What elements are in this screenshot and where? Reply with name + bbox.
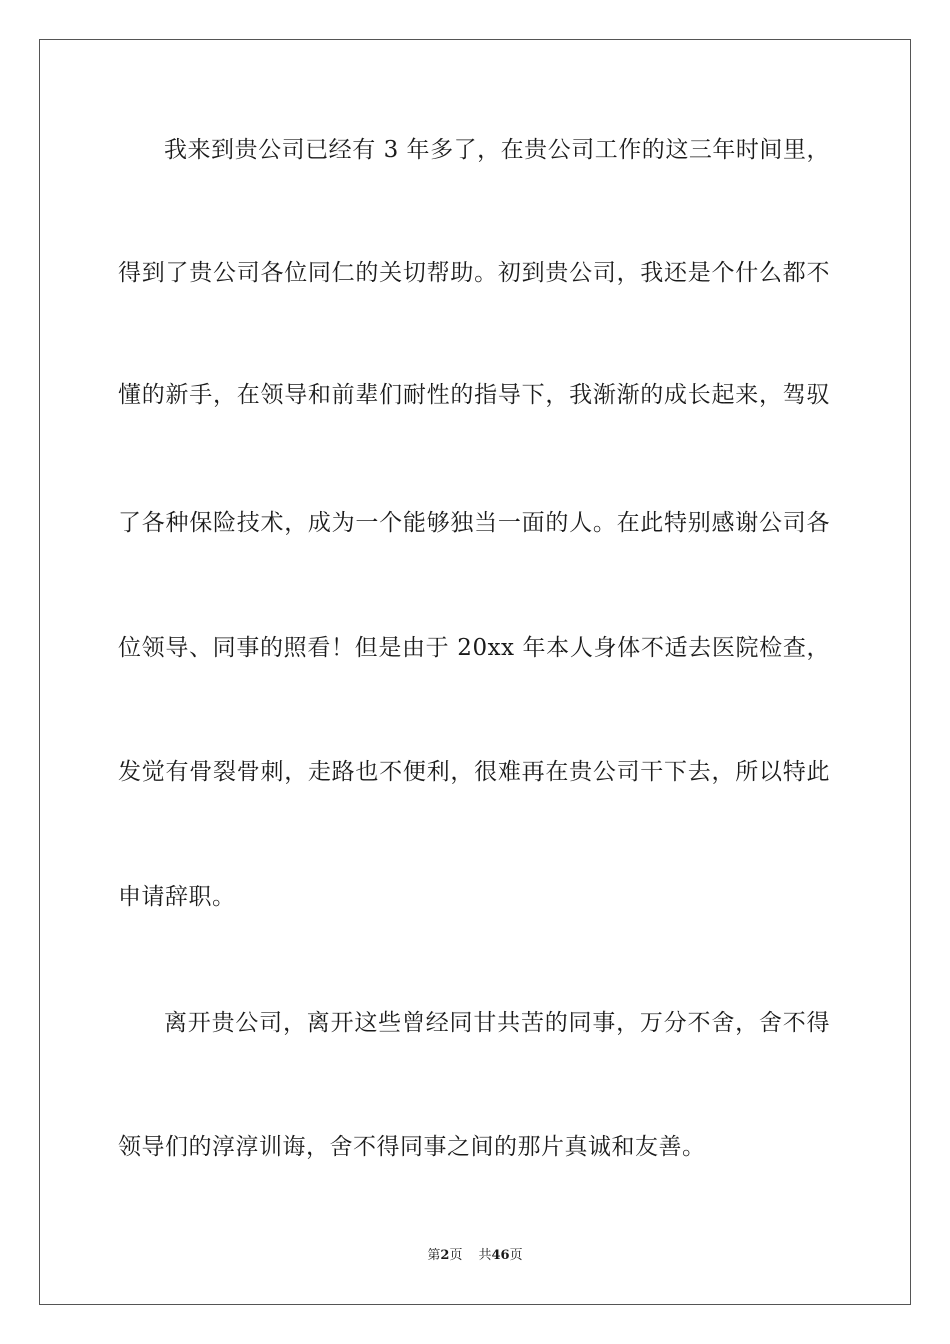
paragraph-1-line-6: 发觉有骨裂骨刺，走路也不便利，很难再在贵公司干下去，所以特此 (118, 759, 830, 785)
paragraph-1-line-4: 了各种保险技术，成为一个能够独当一面的人。在此特别感谢公司各 (118, 510, 830, 536)
total-prefix: 共 (478, 1248, 492, 1263)
paragraph-1-line-2: 得到了贵公司各位同仁的关切帮助。初到贵公司，我还是个什么都不 (118, 260, 830, 286)
paragraph-1-line-1: 我来到贵公司已经有 3 年多了，在贵公司工作的这三年时间里， (164, 137, 830, 163)
total-suffix: 页 (509, 1248, 523, 1263)
total-pages: 46 (491, 1248, 510, 1263)
paragraph-1-line-3: 懂的新手，在领导和前辈们耐性的指导下，我渐渐的成长起来，驾驭 (118, 382, 830, 408)
page-prefix: 第 (427, 1248, 441, 1263)
paragraph-2-line-2: 领导们的淳淳训诲，舍不得同事之间的那片真诚和友善。 (118, 1134, 706, 1160)
page-number: 2 (440, 1248, 450, 1263)
paragraph-1-line-5: 位领导、同事的照看！但是由于 20xx 年本人身体不适去医院检查， (118, 635, 830, 661)
page-suffix: 页 (449, 1248, 463, 1263)
page-footer (0, 1247, 950, 1265)
page-border (39, 39, 911, 1305)
paragraph-1-line-7: 申请辞职。 (118, 884, 236, 910)
paragraph-2-line-1: 离开贵公司，离开这些曾经同甘共苦的同事，万分不舍，舍不得 (164, 1010, 830, 1036)
